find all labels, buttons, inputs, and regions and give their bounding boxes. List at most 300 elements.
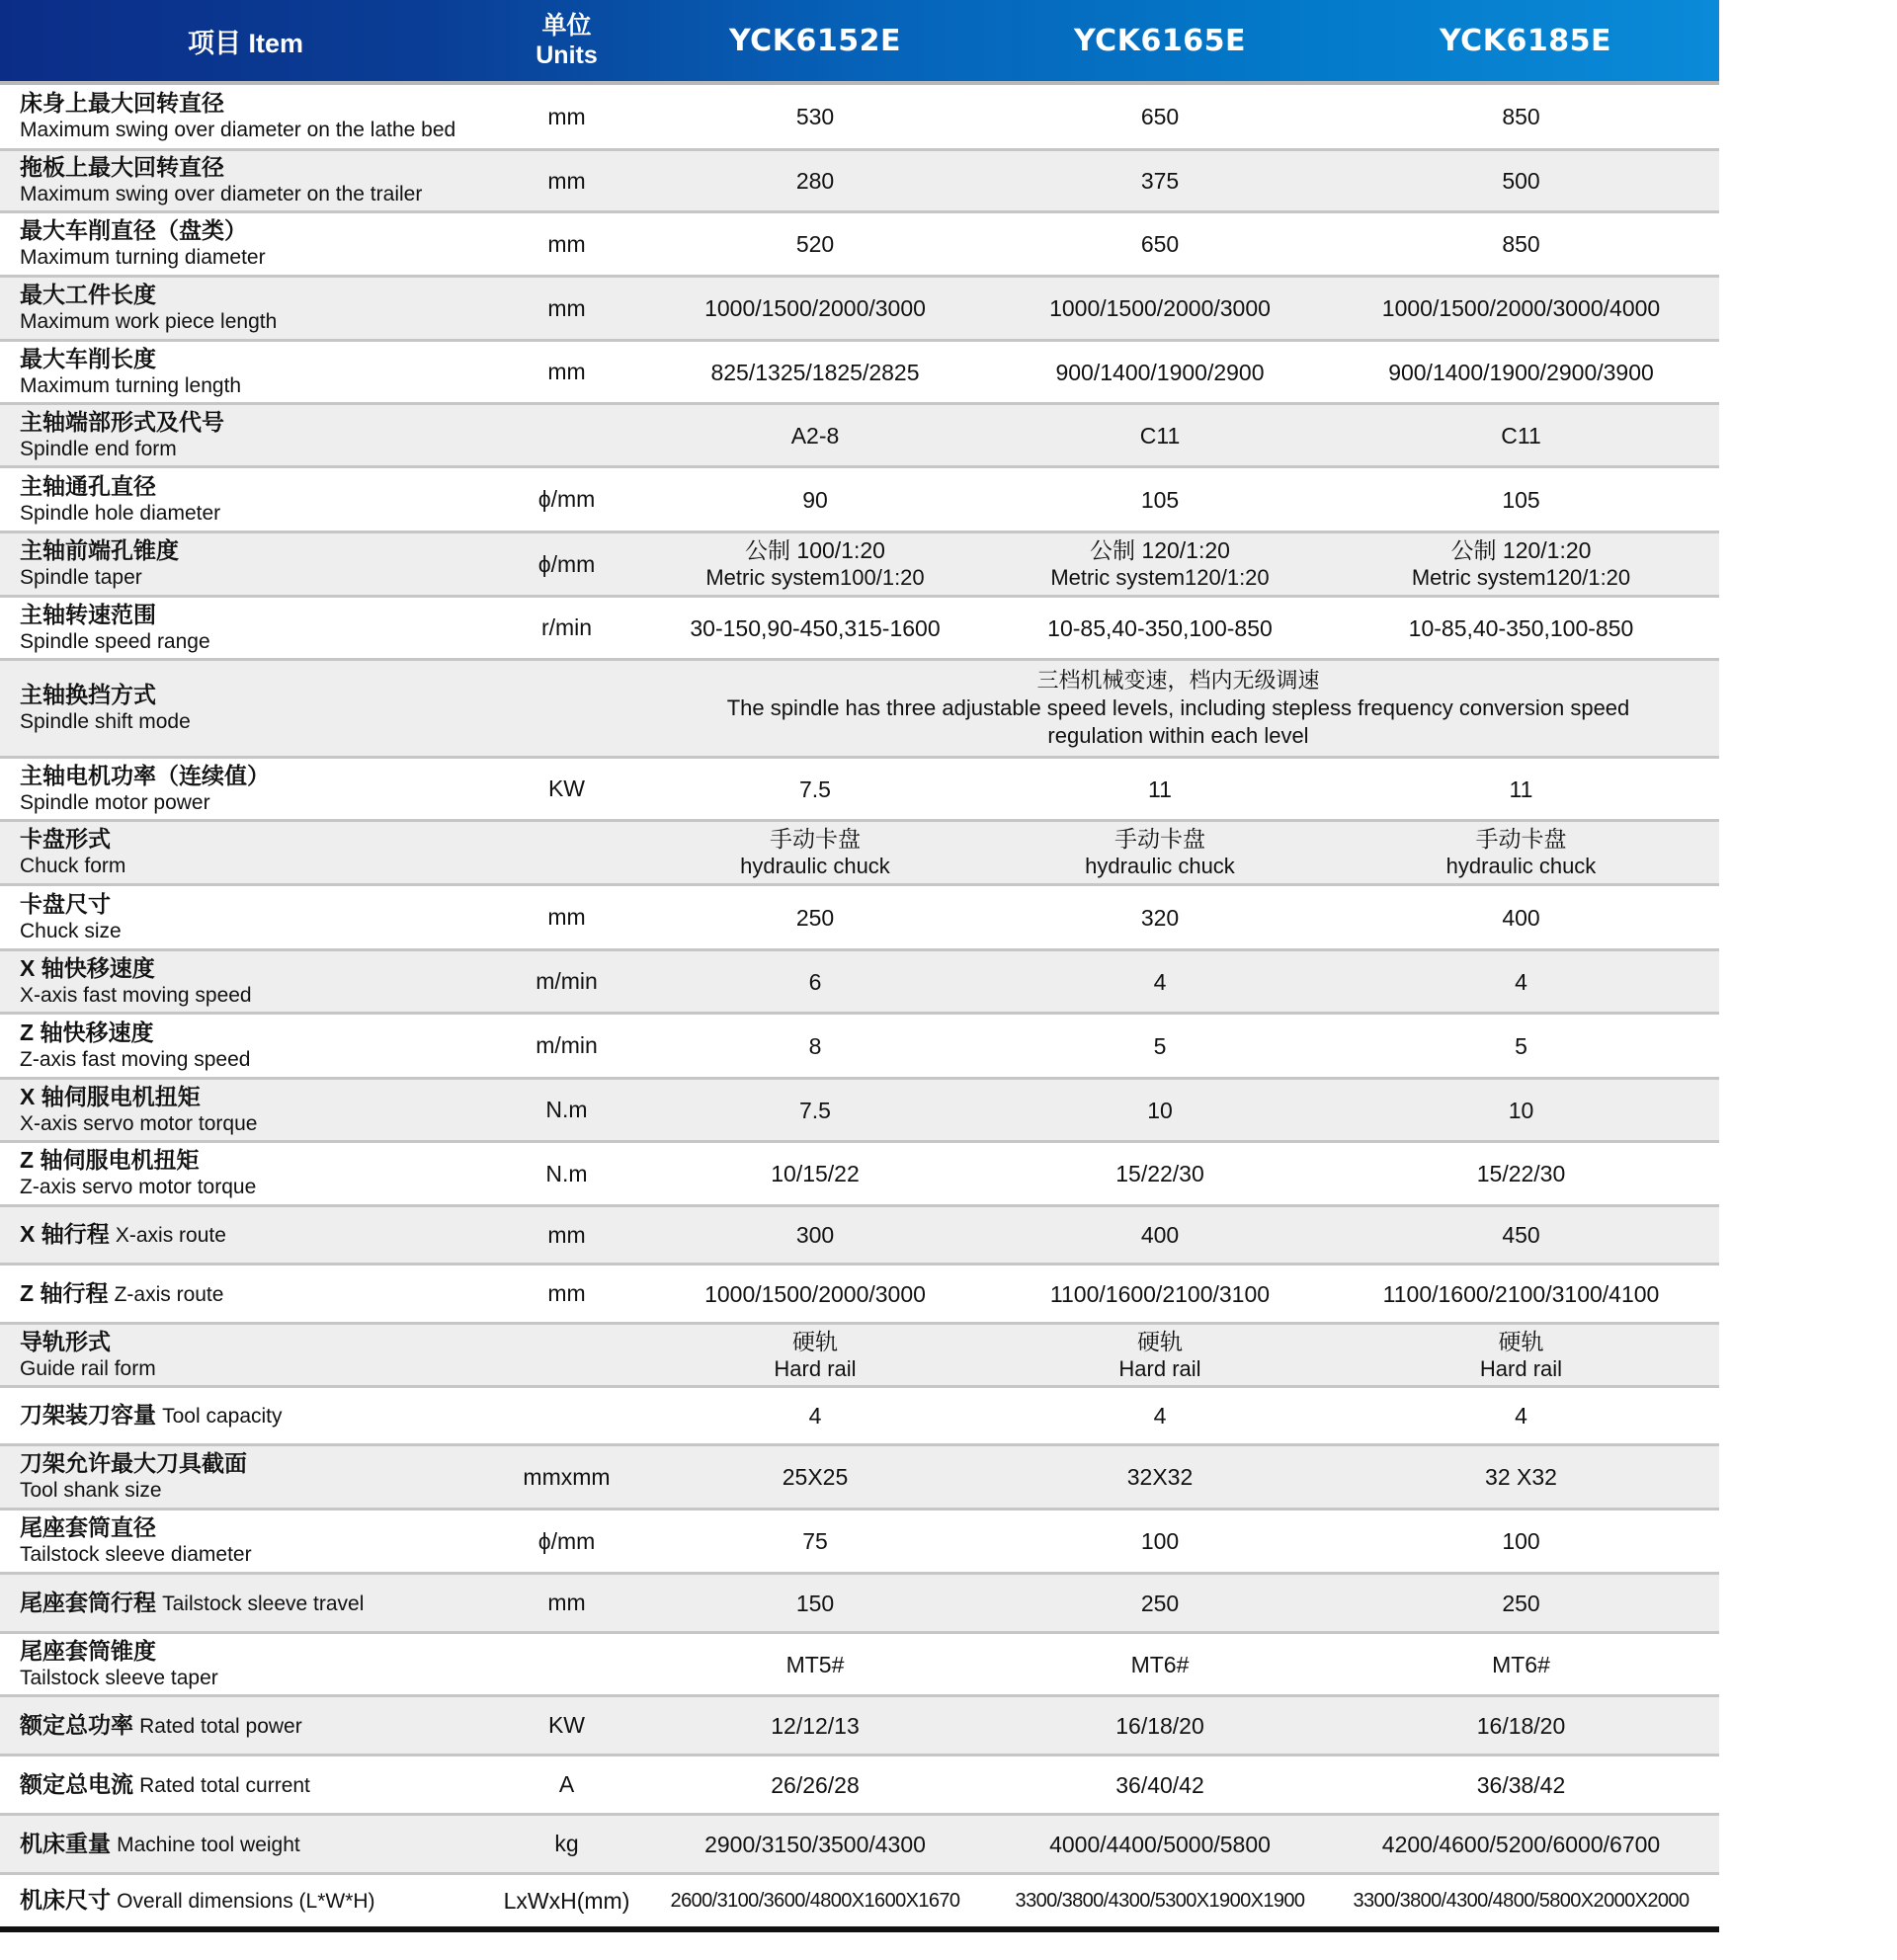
row-label-en: Spindle end form: [20, 437, 177, 460]
row-label: [20, 405, 494, 465]
row-unit: KW: [547, 1712, 586, 1738]
value-line-1: 300: [795, 1222, 835, 1248]
value-line-1: 1000/1500/2000/3000: [704, 295, 926, 321]
table-row: [0, 1388, 1719, 1446]
value-model-1: [642, 1634, 988, 1694]
value-model-3: [1332, 533, 1710, 595]
value-line-2: Metric system120/1:20: [1050, 565, 1270, 590]
table-row: [0, 1143, 1719, 1207]
value-line-1: 8: [808, 1032, 822, 1059]
row-unit: KW: [547, 776, 586, 801]
value-line-1: 10-85,40-350,100-850: [1047, 614, 1273, 641]
value-model-2: [988, 1875, 1332, 1926]
value-model-3: [1332, 1634, 1710, 1694]
row-label: [20, 1015, 494, 1077]
value-model-1: [642, 1511, 988, 1572]
value-line-1: 530: [795, 104, 835, 129]
row-label-zh: 主轴转速范围: [20, 601, 156, 627]
value-model-3: [1332, 1325, 1710, 1385]
header-units: [491, 0, 642, 81]
value-model-3: [1332, 278, 1710, 339]
row-unit: mm: [547, 230, 586, 257]
row-label: [20, 151, 494, 210]
row-unit: [491, 1325, 642, 1385]
row-label-en: Spindle motor power: [20, 790, 210, 814]
value-model-2: [988, 85, 1332, 148]
value-model-3: [1332, 405, 1710, 465]
value-model-3: [1332, 1697, 1710, 1754]
row-label: [20, 1266, 494, 1322]
value-line-1: 1000/1500/2000/3000/4000: [1381, 295, 1661, 321]
value-model-2: [988, 213, 1332, 275]
table-row: [0, 1446, 1719, 1511]
header-model-2: YCK6165E: [1074, 23, 1246, 58]
row-label-en: X-axis route: [115, 1224, 226, 1247]
row-label: [20, 822, 494, 883]
table-row: [0, 1325, 1719, 1388]
value-line-1: 2900/3150/3500/4300: [704, 1831, 926, 1857]
value-line-1: 公制 100/1:20: [745, 537, 885, 563]
value-line-1: 375: [1140, 168, 1180, 194]
table-row: [0, 598, 1719, 661]
value-line-1: 4: [1515, 968, 1527, 995]
table-row: [0, 1634, 1719, 1697]
row-label: [20, 598, 494, 658]
value-line-1: 15/22/30: [1476, 1161, 1566, 1186]
value-model-1: [642, 1266, 988, 1322]
row-label: [20, 85, 494, 148]
row-label: [20, 213, 494, 275]
value-model-3: [1332, 951, 1710, 1012]
row-unit: [491, 661, 642, 756]
value-line-1: 硬轨: [1137, 1328, 1183, 1354]
value-model-3: [1332, 1446, 1710, 1508]
value-model-3: [1332, 85, 1710, 148]
value-model-1: [642, 1756, 988, 1813]
value-model-2: [988, 1634, 1332, 1694]
value-line-2: Hard rail: [1479, 1355, 1563, 1381]
value-model-2: [988, 278, 1332, 339]
value-model-2: [988, 1446, 1332, 1508]
value-line-1: 105: [1502, 486, 1540, 513]
value-model-2: [988, 533, 1332, 595]
row-unit: N.m: [545, 1097, 588, 1122]
value-line-1: MT6#: [1130, 1651, 1190, 1677]
row-label-zh: 主轴端部形式及代号: [20, 408, 224, 435]
value-line-1: 4000/4400/5000/5800: [1049, 1831, 1271, 1857]
row-label-zh: 额定总功率: [20, 1711, 133, 1738]
row-label-en: Rated total power: [139, 1714, 302, 1738]
table-row: [0, 213, 1719, 278]
value-line-1: 4: [1153, 968, 1167, 995]
table-row: [0, 1207, 1719, 1266]
value-line-1: 26/26/28: [771, 1771, 860, 1798]
value-model-3: [1332, 886, 1710, 948]
value-model-2: [988, 1325, 1332, 1385]
value-model-1: [642, 533, 988, 595]
table-row: [0, 1080, 1719, 1143]
value-model-2: [988, 1143, 1332, 1204]
row-label-zh: 主轴通孔直径: [20, 472, 156, 499]
row-label: [20, 1143, 494, 1204]
row-unit: ϕ/mm: [537, 1527, 596, 1554]
value-model-3: [1332, 468, 1710, 531]
row-label-en: Spindle shift mode: [20, 710, 191, 733]
row-label-zh: 刀架允许最大刀具截面: [20, 1450, 247, 1476]
row-label-zh: 最大工件长度: [20, 282, 156, 307]
row-label-zh: 卡盘尺寸: [20, 890, 111, 917]
value-model-2: [988, 1756, 1332, 1813]
value-model-2: [988, 598, 1332, 658]
value-line-1: 4: [808, 1403, 822, 1429]
value-line-1: 320: [1140, 904, 1180, 931]
value-model-2: [988, 405, 1332, 465]
value-model-3: [1332, 1756, 1710, 1813]
value-model-1: [642, 1875, 988, 1926]
value-line-1: 10/15/22: [771, 1161, 860, 1186]
value-line-1: 16/18/20: [1476, 1712, 1566, 1739]
value-line-1: 7.5: [799, 776, 831, 802]
row-unit: [491, 1388, 642, 1443]
row-unit: kg: [554, 1831, 579, 1856]
value-line-1: 32X32: [1126, 1464, 1194, 1490]
row-label: [20, 759, 494, 819]
value-line-1: 1100/1600/2100/3100/4100: [1382, 1280, 1660, 1307]
row-label-zh: 最大车削长度: [20, 345, 156, 371]
row-label-en: X-axis servo motor torque: [20, 1111, 258, 1135]
value-line-1: 900/1400/1900/2900: [1055, 359, 1265, 385]
value-model-3: [1332, 1388, 1710, 1443]
value-line-1: 10: [1508, 1097, 1534, 1123]
header-units-en: Units: [536, 41, 598, 69]
value-line-1: 公制 120/1:20: [1090, 537, 1230, 563]
row-unit: mm: [547, 1590, 586, 1615]
value-line-1: 10-85,40-350,100-850: [1408, 614, 1634, 641]
value-model-3: [1332, 598, 1710, 658]
value-line-1: 4200/4600/5200/6000/6700: [1381, 1831, 1661, 1857]
value-line-1: 公制 120/1:20: [1450, 537, 1592, 563]
table-row: [0, 822, 1719, 886]
row-label-en: Maximum swing over diameter on the lathe bed: [20, 119, 456, 141]
value-line-1: 25X25: [782, 1464, 849, 1490]
header-item: 项目 Item: [187, 28, 304, 58]
value-line-1: 1000/1500/2000/3000: [704, 1280, 926, 1307]
value-model-2: [988, 1266, 1332, 1322]
value-line-1: 11: [1509, 776, 1533, 802]
row-label: [20, 661, 494, 756]
value-model-2: [988, 759, 1332, 819]
row-label-en: Tool shank size: [20, 1479, 162, 1502]
row-label-en: Spindle hole diameter: [20, 501, 221, 525]
table-row: [0, 951, 1719, 1015]
value-model-3: [1332, 1080, 1710, 1140]
value-line-1: 520: [795, 231, 835, 257]
row-label-zh: X 轴快移速度: [20, 954, 155, 981]
row-label-zh: 主轴换挡方式: [20, 682, 156, 707]
table-row: [0, 405, 1719, 468]
row-unit: mmxmm: [523, 1463, 611, 1490]
row-label: [20, 1325, 494, 1385]
value-model-3: [1332, 213, 1710, 275]
value-line-1: 1100/1600/2100/3100: [1049, 1280, 1271, 1307]
value-line-1: 5: [1153, 1032, 1167, 1059]
row-label: [20, 1756, 494, 1813]
value-line-1: 10: [1147, 1097, 1173, 1123]
value-model-1: [642, 1207, 988, 1263]
value-model-3: [1332, 1266, 1710, 1322]
value-line-1: 100: [1502, 1528, 1540, 1554]
row-label-zh: 主轴电机功率（连续值）: [20, 762, 270, 788]
table-row: [0, 661, 1719, 759]
span-en-2: regulation within each level: [1047, 723, 1309, 748]
header-model-1: YCK6152E: [729, 23, 901, 58]
row-label-en: Z-axis fast moving speed: [20, 1047, 251, 1071]
value-model-2: [988, 1015, 1332, 1077]
value-model-2: [988, 1080, 1332, 1140]
value-line-1: 36/40/42: [1115, 1771, 1204, 1798]
table-row: [0, 759, 1719, 822]
value-line-1: 500: [1502, 168, 1540, 194]
row-label-en: Z-axis servo motor torque: [20, 1176, 257, 1198]
row-label: [20, 1446, 494, 1508]
row-label-en: Maximum swing over diameter on the trailer: [20, 183, 423, 205]
row-label-en: X-axis fast moving speed: [20, 983, 252, 1007]
value-line-1: 850: [1502, 231, 1540, 257]
value-line-1: 2600/3100/3600/4800X1600X1670: [670, 1890, 960, 1912]
value-model-1: [642, 278, 988, 339]
value-line-1: 硬轨: [1498, 1328, 1544, 1354]
value-model-3: [1332, 151, 1710, 210]
row-unit: N.m: [545, 1160, 588, 1186]
value-model-1: [642, 1816, 988, 1872]
row-label-zh: 机床重量: [20, 1830, 111, 1856]
row-unit: ϕ/mm: [537, 486, 596, 512]
row-label-zh: 尾座套筒直径: [20, 1514, 156, 1540]
row-unit: mm: [547, 167, 586, 194]
row-label-en: Spindle speed range: [20, 629, 210, 653]
value-line-2: hydraulic chuck: [740, 854, 890, 878]
row-label-en: Chuck form: [20, 855, 126, 877]
row-unit: LxWxH(mm): [503, 1887, 630, 1914]
table-row: [0, 1875, 1719, 1932]
value-line-1: 150: [795, 1590, 835, 1616]
row-span-value: [642, 661, 1714, 756]
value-line-1: 36/38/42: [1476, 1771, 1566, 1798]
value-model-3: [1332, 759, 1710, 819]
value-model-2: [988, 822, 1332, 883]
table-row: [0, 85, 1719, 151]
value-model-1: [642, 342, 988, 402]
table-row: [0, 151, 1719, 213]
value-line-1: 30-150,90-450,315-1600: [690, 614, 941, 641]
value-line-1: 400: [1502, 904, 1540, 931]
row-unit: mm: [547, 904, 586, 930]
value-model-3: [1332, 1143, 1710, 1204]
value-line-1: 手动卡盘: [770, 826, 861, 852]
table-row: [0, 1697, 1719, 1756]
span-zh: 三档机械变速，档内无级调速: [1036, 668, 1320, 693]
value-line-1: 11: [1148, 776, 1172, 802]
value-model-3: [1332, 1575, 1710, 1631]
row-label-zh: 拖板上最大回转直径: [20, 154, 224, 180]
value-line-1: A2-8: [790, 422, 840, 449]
value-line-1: 4: [1515, 1403, 1527, 1429]
value-model-3: [1332, 1511, 1710, 1572]
value-model-3: [1332, 342, 1710, 402]
value-line-1: 75: [802, 1528, 828, 1554]
span-en-1: The spindle has three adjustable speed levels, including stepless frequency conversion speed: [726, 695, 1630, 720]
value-line-1: 250: [795, 904, 835, 931]
row-label-zh: 卡盘形式: [20, 826, 111, 852]
row-unit: m/min: [536, 1032, 598, 1058]
value-line-1: 105: [1140, 486, 1180, 513]
value-model-2: [988, 1697, 1332, 1754]
row-label-en: Spindle taper: [20, 566, 142, 589]
value-line-1: 15/22/30: [1115, 1161, 1204, 1186]
row-unit: mm: [547, 1280, 586, 1306]
table-row: [0, 886, 1719, 951]
value-line-1: 400: [1140, 1222, 1180, 1248]
value-line-1: 7.5: [799, 1097, 831, 1123]
table-row: [0, 1015, 1719, 1080]
value-model-1: [642, 405, 988, 465]
value-line-1: 硬轨: [792, 1328, 838, 1354]
row-label-en: Z-axis route: [114, 1282, 224, 1306]
row-label-en: Maximum turning diameter: [20, 246, 266, 269]
row-label-en: Tailstock sleeve taper: [20, 1666, 218, 1689]
value-model-1: [642, 85, 988, 148]
header-units-zh: 单位: [541, 12, 592, 40]
row-label-zh: 主轴前端孔锥度: [20, 537, 179, 563]
row-label: [20, 342, 494, 402]
row-label: [20, 1080, 494, 1140]
value-model-1: [642, 1446, 988, 1508]
table-row: [0, 533, 1719, 598]
row-label-zh: 最大车削直径（盘类）: [20, 217, 247, 243]
table-row: [0, 1756, 1719, 1816]
row-unit: [491, 822, 642, 883]
value-model-2: [988, 1511, 1332, 1572]
value-model-1: [642, 598, 988, 658]
value-model-1: [642, 1575, 988, 1631]
row-label-zh: X 轴伺服电机扭矩: [20, 1083, 201, 1109]
table-row: [0, 1511, 1719, 1575]
value-line-2: Hard rail: [1118, 1355, 1201, 1381]
table-row: [0, 1575, 1719, 1634]
table-body: [0, 85, 1719, 1932]
value-model-2: [988, 468, 1332, 531]
value-line-1: 90: [802, 486, 828, 513]
value-line-1: 手动卡盘: [1475, 826, 1567, 852]
value-model-1: [642, 951, 988, 1012]
table-header: [0, 0, 1719, 85]
row-unit: mm: [547, 359, 586, 384]
value-line-1: 250: [1502, 1590, 1540, 1616]
row-label: [20, 886, 494, 948]
row-label: [20, 1634, 494, 1694]
value-line-2: hydraulic chuck: [1445, 854, 1597, 878]
value-model-1: [642, 468, 988, 531]
value-line-1: 手动卡盘: [1114, 826, 1205, 852]
value-model-1: [642, 1697, 988, 1754]
row-label-en: Rated total current: [139, 1773, 310, 1797]
value-model-3: [1332, 1816, 1710, 1872]
value-line-1: 450: [1502, 1222, 1540, 1248]
value-model-1: [642, 759, 988, 819]
value-line-1: 100: [1140, 1528, 1180, 1554]
value-line-1: 850: [1502, 104, 1540, 129]
row-label: [20, 1207, 494, 1263]
value-model-3: [1332, 1875, 1710, 1926]
value-model-1: [642, 1143, 988, 1204]
row-label: [20, 1697, 494, 1754]
value-model-1: [642, 1015, 988, 1077]
row-unit: [491, 405, 642, 465]
row-unit: ϕ/mm: [537, 550, 596, 577]
row-label-zh: 刀架装刀容量: [20, 1402, 156, 1428]
row-label: [20, 278, 494, 339]
row-label-zh: 额定总电流: [20, 1770, 133, 1797]
row-unit: m/min: [536, 968, 598, 994]
value-line-1: 32 X32: [1485, 1464, 1557, 1490]
value-line-1: C11: [1501, 422, 1541, 449]
value-model-3: [1332, 1015, 1710, 1077]
value-line-1: 280: [795, 168, 835, 194]
value-model-2: [988, 1816, 1332, 1872]
row-label-en: Maximum turning length: [20, 373, 242, 397]
row-label: [20, 533, 494, 595]
row-unit: mm: [547, 1221, 586, 1248]
value-line-1: 6: [808, 968, 822, 995]
value-line-1: 5: [1515, 1032, 1527, 1059]
row-label-en: Guide rail form: [20, 1356, 156, 1380]
row-label-en: Overall dimensions (L*W*H): [117, 1890, 375, 1913]
row-label: [20, 1816, 494, 1872]
value-line-2: Metric system100/1:20: [705, 565, 925, 590]
row-label-zh: 尾座套筒锥度: [20, 1637, 156, 1664]
row-label-zh: Z 轴伺服电机扭矩: [20, 1147, 200, 1173]
value-line-1: 16/18/20: [1115, 1712, 1204, 1739]
row-unit: mm: [547, 103, 586, 129]
value-model-1: [642, 1325, 988, 1385]
value-line-1: 4: [1153, 1403, 1167, 1429]
row-label: [20, 468, 494, 531]
row-label-en: Tailstock sleeve diameter: [20, 1543, 252, 1566]
value-model-3: [1332, 822, 1710, 883]
value-model-1: [642, 1388, 988, 1443]
row-label-en: Tailstock sleeve travel: [162, 1592, 365, 1615]
row-unit: r/min: [540, 614, 593, 640]
value-line-1: 900/1400/1900/2900/3900: [1388, 359, 1654, 385]
row-unit: [491, 1634, 642, 1694]
row-label-en: Tool capacity: [162, 1405, 283, 1428]
table-row: [0, 278, 1719, 342]
table-row: [0, 1266, 1719, 1325]
value-line-1: 3300/3800/4300/4800/5800X2000X2000: [1353, 1890, 1690, 1912]
row-label-en: Machine tool weight: [117, 1833, 300, 1856]
value-line-2: Metric system120/1:20: [1411, 565, 1631, 590]
value-model-1: [642, 151, 988, 210]
value-line-2: Hard rail: [774, 1355, 857, 1381]
row-label-zh: Z 轴快移速度: [20, 1019, 154, 1045]
value-line-1: 250: [1140, 1590, 1180, 1616]
row-label: [20, 1575, 494, 1631]
value-line-1: C11: [1139, 422, 1181, 449]
value-model-1: [642, 822, 988, 883]
value-model-2: [988, 951, 1332, 1012]
row-label-en: Maximum work piece length: [20, 310, 278, 333]
header-model-3: YCK6185E: [1440, 23, 1611, 58]
